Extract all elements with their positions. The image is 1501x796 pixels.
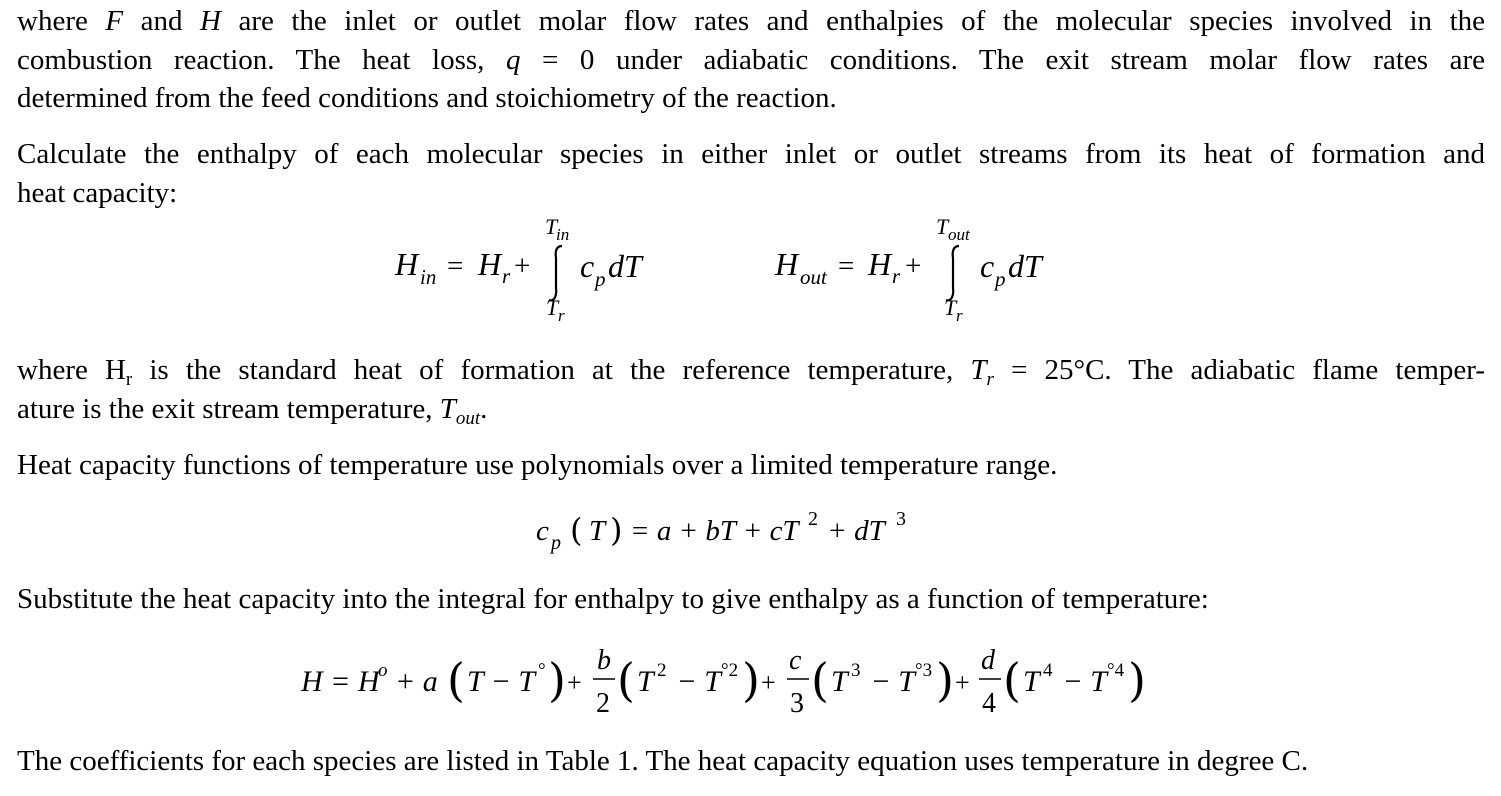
svg-text:+ dT: + dT (820, 515, 885, 547)
integral-sign (946, 246, 959, 300)
svg-text:p: p (995, 267, 1006, 291)
paren-open: ( (617, 653, 635, 707)
paren-close: ) (936, 653, 954, 707)
svg-text:2: 2 (657, 660, 667, 681)
svg-text:T: T (944, 295, 957, 320)
svg-text:=: = (447, 250, 464, 282)
svg-text:r: r (558, 306, 565, 325)
svg-text:4: 4 (982, 688, 996, 719)
paren-open: ( (1003, 653, 1021, 707)
svg-text:°4: °4 (1107, 660, 1125, 681)
svg-text:T: T (637, 665, 654, 698)
svg-text:r: r (956, 306, 963, 325)
svg-text:r: r (892, 264, 901, 288)
paragraph-coefficients: The coefficients for each species are listed in Table 1. The heat capacity equation uses temperature in degree C. (17, 745, 1309, 777)
paren-close: ) (742, 653, 760, 707)
text-line: heat capacity: (17, 176, 178, 209)
svg-text:4: 4 (1043, 660, 1053, 681)
svg-text:3: 3 (896, 508, 906, 530)
svg-text:r: r (502, 264, 511, 288)
svg-text:T: T (546, 295, 559, 320)
paren-close: ) (548, 653, 566, 707)
svg-text:H = H: H = H (301, 665, 380, 698)
svg-text:2: 2 (808, 508, 818, 530)
paren-open: ( (811, 653, 829, 707)
svg-text:− T: − T (863, 665, 915, 698)
paren-open: ( (447, 653, 465, 707)
svg-text:p: p (551, 532, 561, 554)
svg-text:=: = (838, 250, 855, 282)
equation-h-in (390, 210, 660, 328)
svg-text:dT: dT (608, 248, 642, 284)
paragraph-polynomials: Heat capacity functions of temperature use polynomials over a limited temperature range. (17, 449, 1058, 481)
svg-text:+ a: + a (395, 665, 438, 698)
svg-text:c: c (980, 248, 995, 284)
svg-text:in: in (556, 225, 570, 244)
svg-text:dT: dT (1008, 248, 1042, 284)
svg-text:3: 3 (790, 688, 804, 719)
svg-text:d: d (981, 645, 995, 676)
svg-text:T: T (831, 665, 848, 698)
text-line: Calculate the enthalpy of each molecular species in either inlet or outlet streams from its heat of formation and (17, 138, 1485, 170)
svg-text:− T: − T (1055, 665, 1107, 698)
integral-sign (549, 246, 562, 300)
svg-text:H: H (775, 246, 799, 282)
svg-text:+: + (955, 668, 970, 697)
svg-text:+: + (905, 250, 922, 282)
svg-text:c: c (536, 515, 549, 547)
svg-text:H: H (395, 246, 419, 282)
svg-text:+: + (567, 668, 582, 697)
svg-text:p: p (595, 267, 606, 291)
svg-text:H: H (868, 246, 892, 282)
svg-text:3: 3 (851, 660, 861, 681)
svg-text:°2: °2 (721, 660, 739, 681)
text-line: ature is the exit stream temperature, $T_{out}$. (17, 392, 488, 429)
paragraph-heat-of-formation (17, 351, 1485, 428)
svg-text:o: o (378, 660, 388, 681)
equation-enthalpy (295, 636, 1175, 726)
svg-text:in: in (420, 265, 437, 289)
svg-text:°: ° (538, 660, 546, 681)
svg-text:out: out (800, 265, 827, 289)
text-line: determined from the feed conditions and stoichiometry of the reaction. (17, 82, 837, 114)
paren-close: ) (1128, 653, 1146, 707)
svg-text:− T: − T (669, 665, 721, 698)
svg-text:out: out (948, 225, 970, 244)
equation-h-out (770, 210, 1070, 328)
svg-text:T: T (936, 214, 949, 239)
svg-text:): ) (610, 511, 623, 549)
svg-text:T: T (589, 515, 606, 547)
svg-text:2: 2 (596, 688, 610, 719)
paragraph-calculate-enthalpy (17, 135, 1485, 212)
svg-text:+: + (514, 250, 531, 282)
svg-text:+: + (761, 668, 776, 697)
svg-text:T: T (545, 214, 558, 239)
svg-text:c: c (789, 645, 802, 676)
svg-text:H: H (478, 246, 502, 282)
svg-text:b: b (597, 645, 611, 676)
svg-text:T − T: T − T (467, 665, 536, 698)
text-line: where $H_r$ is the standard heat of formation at the reference temperature, $T_r = 25^\circ C$. The adiabatic flame temper- (17, 354, 1485, 390)
text-line: where F and H are the inlet or outlet molar flow rates and enthalpies of the molecular species involved in the (17, 5, 1485, 37)
equation-heat-capacity (530, 505, 930, 555)
paragraph-flow-rates (17, 2, 1485, 118)
svg-text:c: c (580, 248, 595, 284)
paragraph-substitute: Substitute the heat capacity into the integral for enthalpy to give enthalpy as a function of temperature: (17, 583, 1209, 615)
text-line: combustion reaction. The heat loss, q = 0 under adiabatic conditions. The exit stream molar flow rates are (17, 43, 1485, 76)
svg-text:T: T (1023, 665, 1040, 698)
svg-text:(: ( (570, 511, 583, 549)
svg-text:= a + bT + cT: = a + bT + cT (630, 515, 799, 547)
svg-text:°3: °3 (915, 660, 933, 681)
